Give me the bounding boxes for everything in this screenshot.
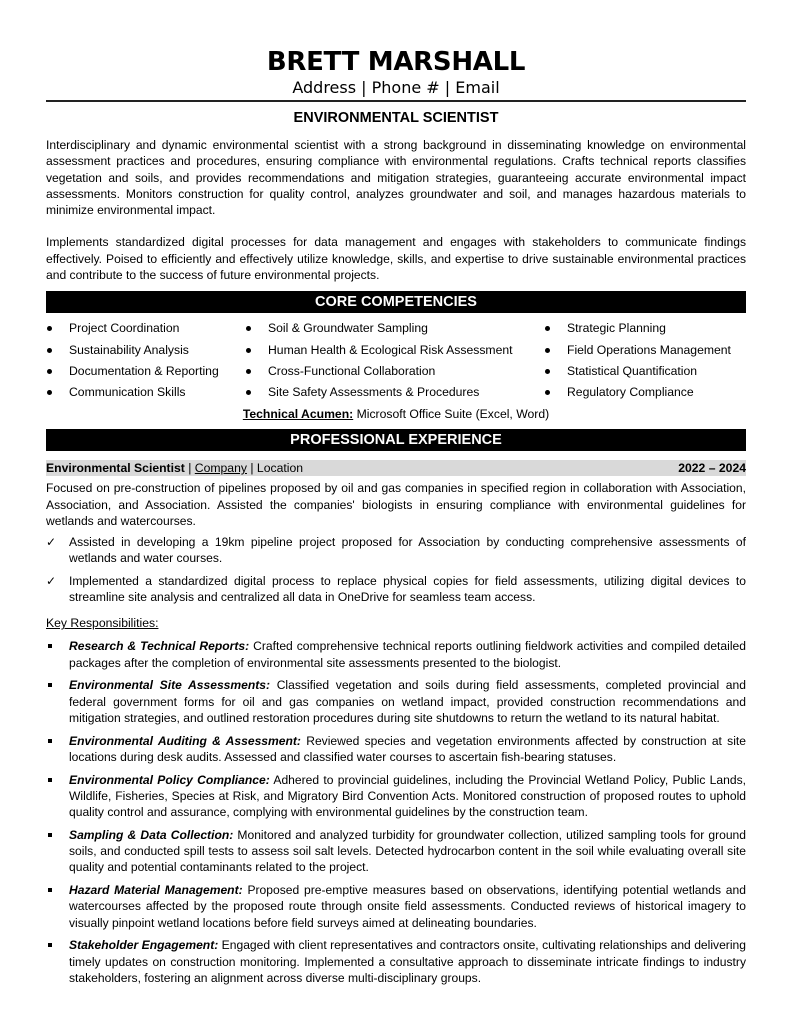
- core-competencies-heading: CORE COMPETENCIES: [46, 291, 746, 313]
- responsibility-item: [46, 772, 746, 821]
- responsibility-item: [46, 638, 746, 671]
- employment-dates: 2022 – 2024: [678, 461, 746, 476]
- achievement-text: Implemented a standardized digital process to replace physical copies for field assessments, utilizing digital devices to streamline site analysis and centralized all data in OneDrive for seamless team access.: [69, 573, 746, 605]
- responsibility-text: Classified vegetation and soils during field assessments, completed provincial and federal government forms for oil and gas companies on wetland impact, provided construction recommendations and mitigation strategies, and outlined restoration procedures during site shutdowns to return the wetland to its natural habitat.: [69, 678, 746, 725]
- competency-item: Communication Skills: [46, 384, 245, 400]
- technical-acumen-label: Technical Acumen:: [242, 407, 354, 422]
- competency-item: Strategic Planning: [544, 320, 746, 336]
- achievement-item: [46, 534, 746, 567]
- square-bullet-icon: [48, 778, 52, 782]
- responsibility-text: Proposed pre-emptive measures based on observations, identifying potential wetlands and watercourses affected by the proposed route through onsite field assessments. Conducted reviews of historical imagery to visually pinpoint wetland locations before field surveys aimed at delineating boundaries.: [69, 883, 746, 930]
- responsibility-item: [46, 882, 746, 931]
- responsibility-item: [46, 677, 746, 726]
- summary-paragraph-2: Implements standardized digital processes for data management and engages with stakeholders to communicate findings effectively. Poised to efficiently and effectively utilize knowledge, skills, and expertise to drive sustainable environmental practices and contribute to the success of future environmental projects.: [46, 235, 746, 283]
- square-bullet-icon: [48, 943, 52, 947]
- responsibility-heading: Environmental Site Assessments:: [69, 678, 271, 693]
- responsibility-heading: Hazard Material Management:: [69, 883, 243, 898]
- separator: |: [250, 461, 254, 476]
- competency-item: Sustainability Analysis: [46, 342, 245, 358]
- responsibility-heading: Environmental Policy Compliance:: [69, 772, 270, 787]
- square-bullet-icon: [48, 888, 52, 892]
- location: Location: [256, 461, 303, 476]
- square-bullet-icon: [48, 683, 52, 687]
- competency-item: Site Safety Assessments & Procedures: [245, 384, 544, 400]
- responsibility-text: Crafted comprehensive technical reports outlining fieldwork activities and compiled detailed packages after the completion of environmental site assessments presented to the biologist.: [69, 639, 746, 670]
- responsibility-heading: Research & Technical Reports:: [69, 639, 250, 654]
- responsibility-text: Engaged with client representatives and contractors onsite, cultivating relationships and delivering timely updates on construction monitoring. Implemented a consultative approach to disseminate intricate findings to industry stakeholders, fostering an alignment across diverse multi-disciplinary groups.: [69, 938, 746, 986]
- competency-item: Regulatory Compliance: [544, 384, 746, 400]
- competency-item: Statistical Quantification: [544, 363, 746, 379]
- responsibility-item: [46, 937, 746, 986]
- competencies-grid: [46, 320, 746, 400]
- competency-item: Documentation & Reporting: [46, 363, 245, 379]
- square-bullet-icon: [48, 644, 52, 648]
- technical-acumen: [46, 406, 746, 422]
- responsibility-text: Adhered to provincial guidelines, including the Provincial Wetland Policy, Public Lands, Wildlife, Fisheries, Species at Risk, and Migratory Bird Convention Acts. Monitored construction of proposed routes to uphold quality control and assurance, complying with environmental guidelines by the construction team.: [69, 772, 746, 820]
- achievements-list: [46, 534, 746, 605]
- professional-experience-heading: PROFESSIONAL EXPERIENCE: [46, 429, 746, 451]
- responsibility-text: Monitored and analyzed turbidity for groundwater collection, utilized sampling tools for ground soils, and conducted spill tests to assess soil salt levels. Detected hydrocarbon content in the soil while evaluating overall site quality and potential contaminants related to the project.: [69, 827, 747, 875]
- checkmark-icon: ✓: [46, 573, 57, 588]
- checkmark-icon: ✓: [46, 535, 57, 550]
- role-info: [46, 460, 303, 476]
- competency-item: Soil & Groundwater Sampling: [245, 320, 544, 336]
- summary-paragraph-1: Interdisciplinary and dynamic environmental scientist with a strong background in disseminating knowledge on environmental assessment practices and procedures, ensuring compliance with environmental regulations. Crafts technical reports classifies vegetation and soils, and provides recommendations and mitigation strategies, guaranteeing accurate environmental impact assessments. Monitors construction for quality control, analyzes groundwater and soil, and manages hazardous materials to minimize environmental impact.: [46, 138, 746, 218]
- responsibilities-list: [46, 638, 746, 986]
- candidate-name: BRETT MARSHALL: [266, 47, 526, 77]
- responsibility-item: [46, 733, 746, 766]
- header-divider: [46, 100, 746, 102]
- achievement-item: [46, 573, 746, 606]
- role-description: Focused on pre-construction of pipelines proposed by oil and gas companies in specified region in collaboration with Association, Association, and Association. Assisted the companies' biologists in ensuring compliance with environmental guidelines for wetlands and watercourses.: [46, 481, 746, 528]
- job-title: ENVIRONMENTAL SCIENTIST: [293, 110, 499, 126]
- separator: |: [188, 461, 192, 476]
- responsibility-heading: Stakeholder Engagement:: [69, 938, 219, 953]
- square-bullet-icon: [48, 739, 52, 743]
- competency-item: Human Health & Ecological Risk Assessment: [245, 342, 544, 358]
- role-title: Environmental Scientist: [46, 461, 185, 476]
- technical-acumen-value: Microsoft Office Suite (Excel, Word): [356, 407, 550, 422]
- competency-item: Project Coordination: [46, 320, 245, 336]
- competency-item: Field Operations Management: [544, 342, 746, 358]
- square-bullet-icon: [48, 833, 52, 837]
- responsibility-heading: Sampling & Data Collection:: [69, 827, 234, 842]
- contact-line: Address | Phone # | Email: [292, 78, 500, 97]
- responsibility-text: Reviewed species and vegetation environments affected by construction at site locations during desk audits. Assessed and classified water courses to ascertain fish-bearing statuses.: [69, 733, 746, 764]
- responsibility-item: [46, 827, 746, 876]
- responsibility-heading: Environmental Auditing & Assessment:: [69, 733, 301, 748]
- competency-item: Cross-Functional Collaboration: [245, 363, 544, 379]
- achievement-text: Assisted in developing a 19km pipeline project proposed for Association by conducting comprehensive assessments of wetlands and water courses.: [69, 535, 746, 566]
- role-header: [46, 460, 746, 476]
- key-responsibilities-label: Key Responsibilities:: [46, 616, 159, 631]
- company-name: Company: [194, 461, 247, 476]
